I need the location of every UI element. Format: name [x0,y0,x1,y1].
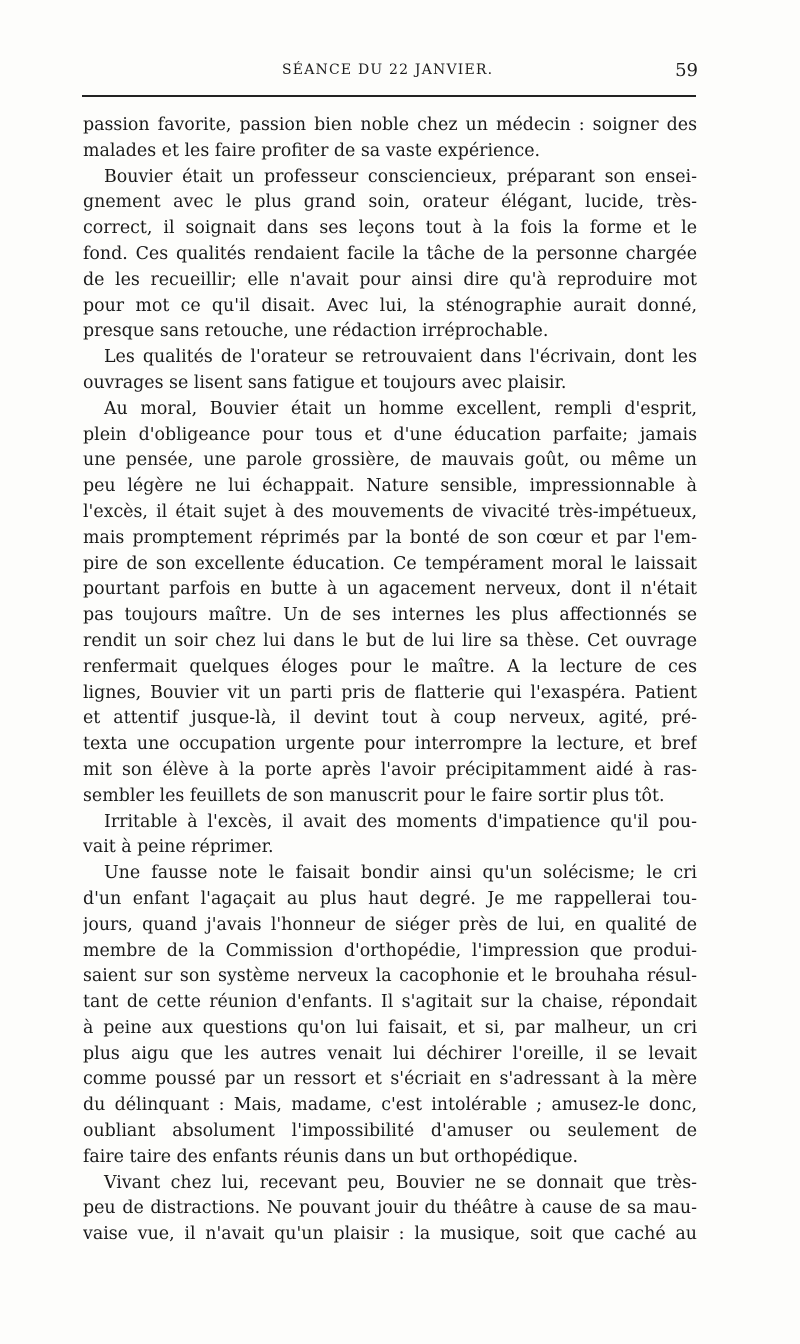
text-line: du délinquant : Mais, madame, c'est intolérable ; amusez-le donc, [83,1095,697,1116]
text-line: fond. Ces qualités rendaient facile la tâche de la personne chargée [83,243,697,264]
text-line: Au moral, Bouvier était un homme excellent, rempli d'esprit, [104,398,697,419]
text-line: jours, quand j'avais l'honneur de siéger près de lui, en qualité de [83,914,697,935]
text-line: à peine aux questions qu'on lui faisait, et si, par malheur, un cri [83,1017,697,1038]
text-line: une pensée, une parole grossière, de mauvais goût, ou même un [83,450,697,471]
text-line: Irritable à l'excès, il avait des moments d'impatience qu'il pou- [104,811,697,832]
text-line: de les recueillir; elle n'avait pour ainsi dire qu'à reproduire mot [83,269,697,290]
text-line: vait à peine réprimer. [83,837,274,858]
text-line: rendit un soir chez lui dans le but de lui lire sa thèse. Cet ouvrage [83,630,697,651]
text-line: mit son élève à la porte après l'avoir précipitamment aidé à ras- [83,759,697,780]
text-line: sembler les feuillets de son manuscrit pour le faire sortir plus tôt. [83,785,665,806]
running-title: SÉANCE DU 22 JANVIER. [282,62,494,78]
text-line: correct, il soignait dans ses leçons tout à la fois la forme et le [83,218,697,239]
text-line: texta une occupation urgente pour interrompre la lecture, et bref [83,734,697,755]
text-line: pourtant parfois en butte à un agacement nerveux, dont il n'était [83,579,697,600]
text-line: oubliant absolument l'impossibilité d'amuser ou seulement de [83,1121,697,1142]
body-text [83,113,697,1248]
text-line: pour mot ce qu'il disait. Avec lui, la sténographie aurait donné, [83,295,697,316]
text-line: peu légère ne lui échappait. Nature sensible, impressionnable à [83,476,697,497]
text-line: malades et les faire profiter de sa vaste expérience. [83,140,541,161]
text-line: mais promptement réprimés par la bonté de son cœur et par l'em- [83,527,697,548]
text-line: membre de la Commission d'orthopédie, l'impression que produi- [83,940,697,961]
text-line: et attentif jusque-là, il devint tout à coup nerveux, agité, pré- [83,708,697,729]
text-line: peu de distractions. Ne pouvant jouir du théâtre à cause de sa mau- [83,1198,697,1219]
text-line: l'excès, il était sujet à des mouvements de vivacité très-impétueux, [83,501,697,522]
text-line: saient sur son système nerveux la cacophonie et le brouhaha résul- [83,966,697,987]
text-line: ouvrages se lisent sans fatigue et toujours avec plaisir. [83,372,567,393]
text-line: pas toujours maître. Un de ses internes les plus affectionnés se [83,605,697,626]
text-line: lignes, Bouvier vit un parti pris de flatterie qui l'exaspéra. Patient [83,682,697,703]
header-rule [82,95,696,97]
text-line: gnement avec le plus grand soin, orateur élégant, lucide, très- [83,192,697,213]
page-number: 59 [675,60,698,81]
text-line: vaise vue, il n'avait qu'un plaisir : la musique, soit que caché au [83,1224,697,1245]
text-line: pire de son excellente éducation. Ce tempérament moral le laissait [83,553,697,574]
text-line: Les qualités de l'orateur se retrouvaient dans l'écrivain, dont les [104,347,697,368]
text-line: Vivant chez lui, recevant peu, Bouvier ne se donnait que très- [104,1172,697,1193]
text-line: presque sans retouche, une rédaction irréprochable. [83,321,549,342]
text-line: passion favorite, passion bien noble chez un médecin : soigner des [83,115,697,135]
text-line: renfermait quelques éloges pour le maître. A la lecture de ces [83,656,697,677]
text-line: Une fausse note le faisait bondir ainsi qu'un solécisme; le cri [104,863,697,884]
text-line: tant de cette réunion d'enfants. Il s'agitait sur la chaise, répondait [83,992,697,1013]
text-line: comme poussé par un ressort et s'écriait en s'adressant à la mère [83,1069,697,1090]
text-line: plus aigu que les autres venait lui déchirer l'oreille, il se levait [83,1043,697,1064]
page-header [82,60,698,86]
text-line: plein d'obligeance pour tous et d'une éducation parfaite; jamais [83,424,697,445]
text-line: d'un enfant l'agaçait au plus haut degré. Je me rappellerai tou- [83,888,697,909]
text-line: faire taire des enfants réunis dans un but orthopédique. [83,1146,579,1167]
text-line: Bouvier était un professeur consciencieux, préparant son ensei- [104,166,697,187]
